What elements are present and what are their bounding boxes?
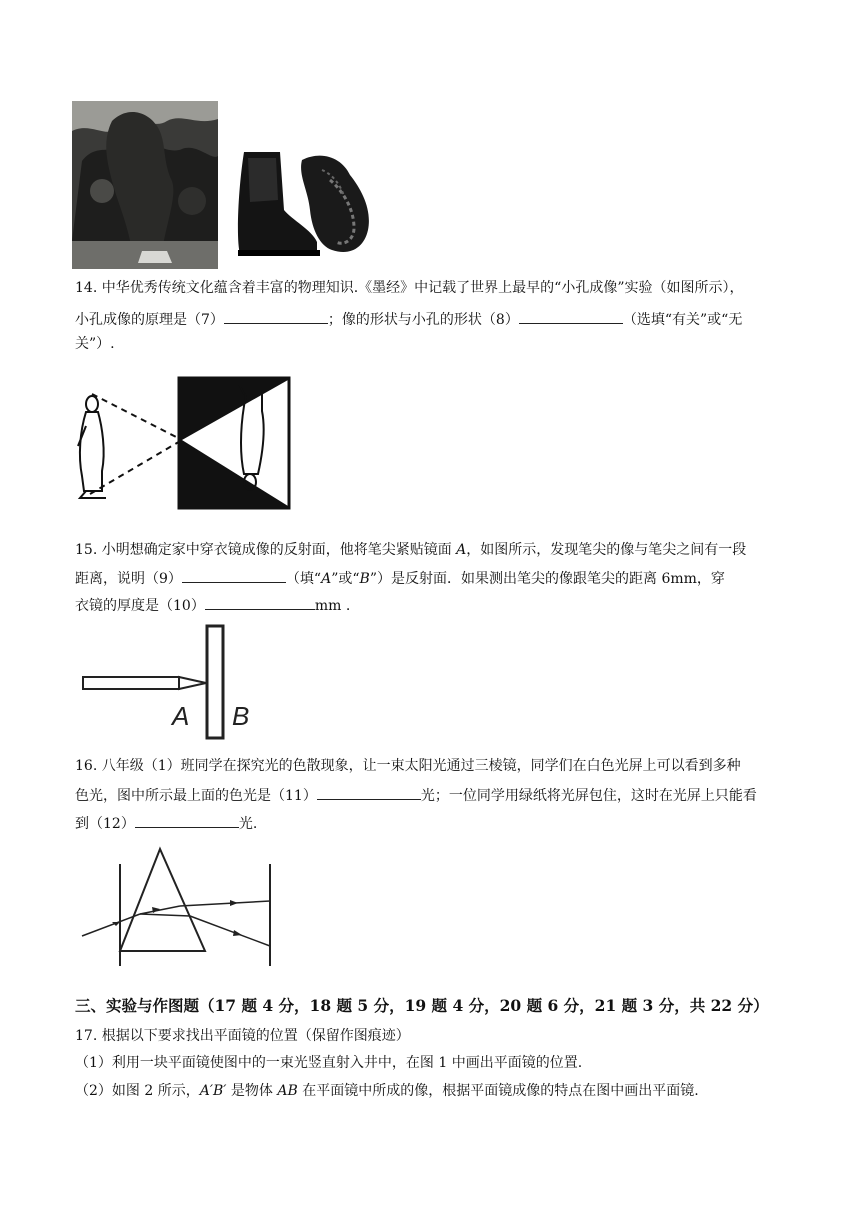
q16-line-1: 16. 八年级（1）班同学在探究光的色散现象，让一束太阳光通过三棱镜，同学们在白色光屏上可以看到多种	[75, 758, 741, 774]
q15-line-1	[75, 540, 746, 560]
q15-text: ”）是反射面．如果测出笔尖的像跟笔尖的距离 6mm，穿	[369, 571, 725, 587]
soldier-photo	[72, 101, 218, 269]
q17-text: （2）如图 2 所示，	[75, 1083, 200, 1099]
q14-line-1: 14. 中华优秀传统文化蕴含着丰富的物理知识.《墨经》中记载了世界上最早的“小孔成像”实验（如图所示），	[75, 280, 744, 296]
q14-line-3: 关”）.	[75, 336, 115, 352]
q15-text: A	[321, 571, 332, 587]
q15-text: 距离，说明（9）	[75, 571, 182, 587]
q14-line-2	[75, 308, 742, 330]
q15-text: B	[359, 571, 370, 587]
q15-text: 衣镜的厚度是（10）	[75, 598, 205, 614]
pinhole-figure	[72, 376, 292, 512]
prism-figure	[80, 846, 280, 970]
q16-line-2	[75, 784, 757, 806]
q16-text: 光.	[238, 816, 258, 832]
q17-text: 是物体	[226, 1083, 278, 1099]
q16-text: 到（12）	[75, 816, 135, 832]
section-3-heading: 三、实验与作图题（17 题 4 分，18 题 5 分，19 题 4 分，20 题 6 分，21 题 3 分，共 22 分）	[75, 996, 769, 1015]
q15-text: 15. 小明想确定家中穿衣镜成像的反射面，他将笔尖紧贴镜面	[75, 542, 457, 558]
q17-line-3	[75, 1080, 699, 1100]
mirror-label-B: B	[232, 701, 250, 731]
answer-blank-12[interactable]	[135, 812, 239, 828]
q15-line-2	[75, 567, 725, 589]
q17-text: 在平面镜中所成的像，根据平面镜成像的特点在图中画出平面镜.	[297, 1083, 699, 1099]
answer-blank-11[interactable]	[317, 784, 421, 800]
mirror-label-A: A	[172, 701, 190, 731]
q17-line-2: （1）利用一块平面镜使图中的一束光竖直射入井中，在图 1 中画出平面镜的位置.	[75, 1055, 583, 1071]
answer-blank-9[interactable]	[182, 567, 286, 583]
person-figure	[78, 396, 106, 498]
q14-text: ；像的形状与小孔的形状（8）	[327, 312, 519, 328]
boots-photo	[232, 150, 374, 260]
pen-mirror-figure	[80, 624, 280, 740]
q16-text: 色光，图中所示最上面的色光是（11）	[75, 788, 317, 804]
q15-text: （填“	[285, 571, 322, 587]
q16-line-3	[75, 812, 257, 834]
q17-text: A′B′	[199, 1083, 227, 1099]
q15-text: ”或“	[331, 571, 360, 587]
q15-text: A	[456, 542, 467, 558]
q15-line-3	[75, 594, 350, 616]
q16-text: 光；一位同学用绿纸将光屏包住，这时在光屏上只能看	[420, 788, 757, 804]
q15-text: ，如图所示，发现笔尖的像与笔尖之间有一段	[466, 542, 747, 558]
q14-text: 小孔成像的原理是（7）	[75, 312, 224, 328]
q15-text: mm .	[314, 598, 351, 614]
answer-blank-8[interactable]	[519, 308, 623, 324]
answer-blank-10[interactable]	[205, 594, 315, 610]
answer-blank-7[interactable]	[224, 308, 328, 324]
q14-text: （选填“有关”或“无	[622, 312, 743, 328]
q17-line-1: 17. 根据以下要求找出平面镜的位置（保留作图痕迹）	[75, 1028, 410, 1044]
q17-text: AB	[277, 1083, 298, 1099]
